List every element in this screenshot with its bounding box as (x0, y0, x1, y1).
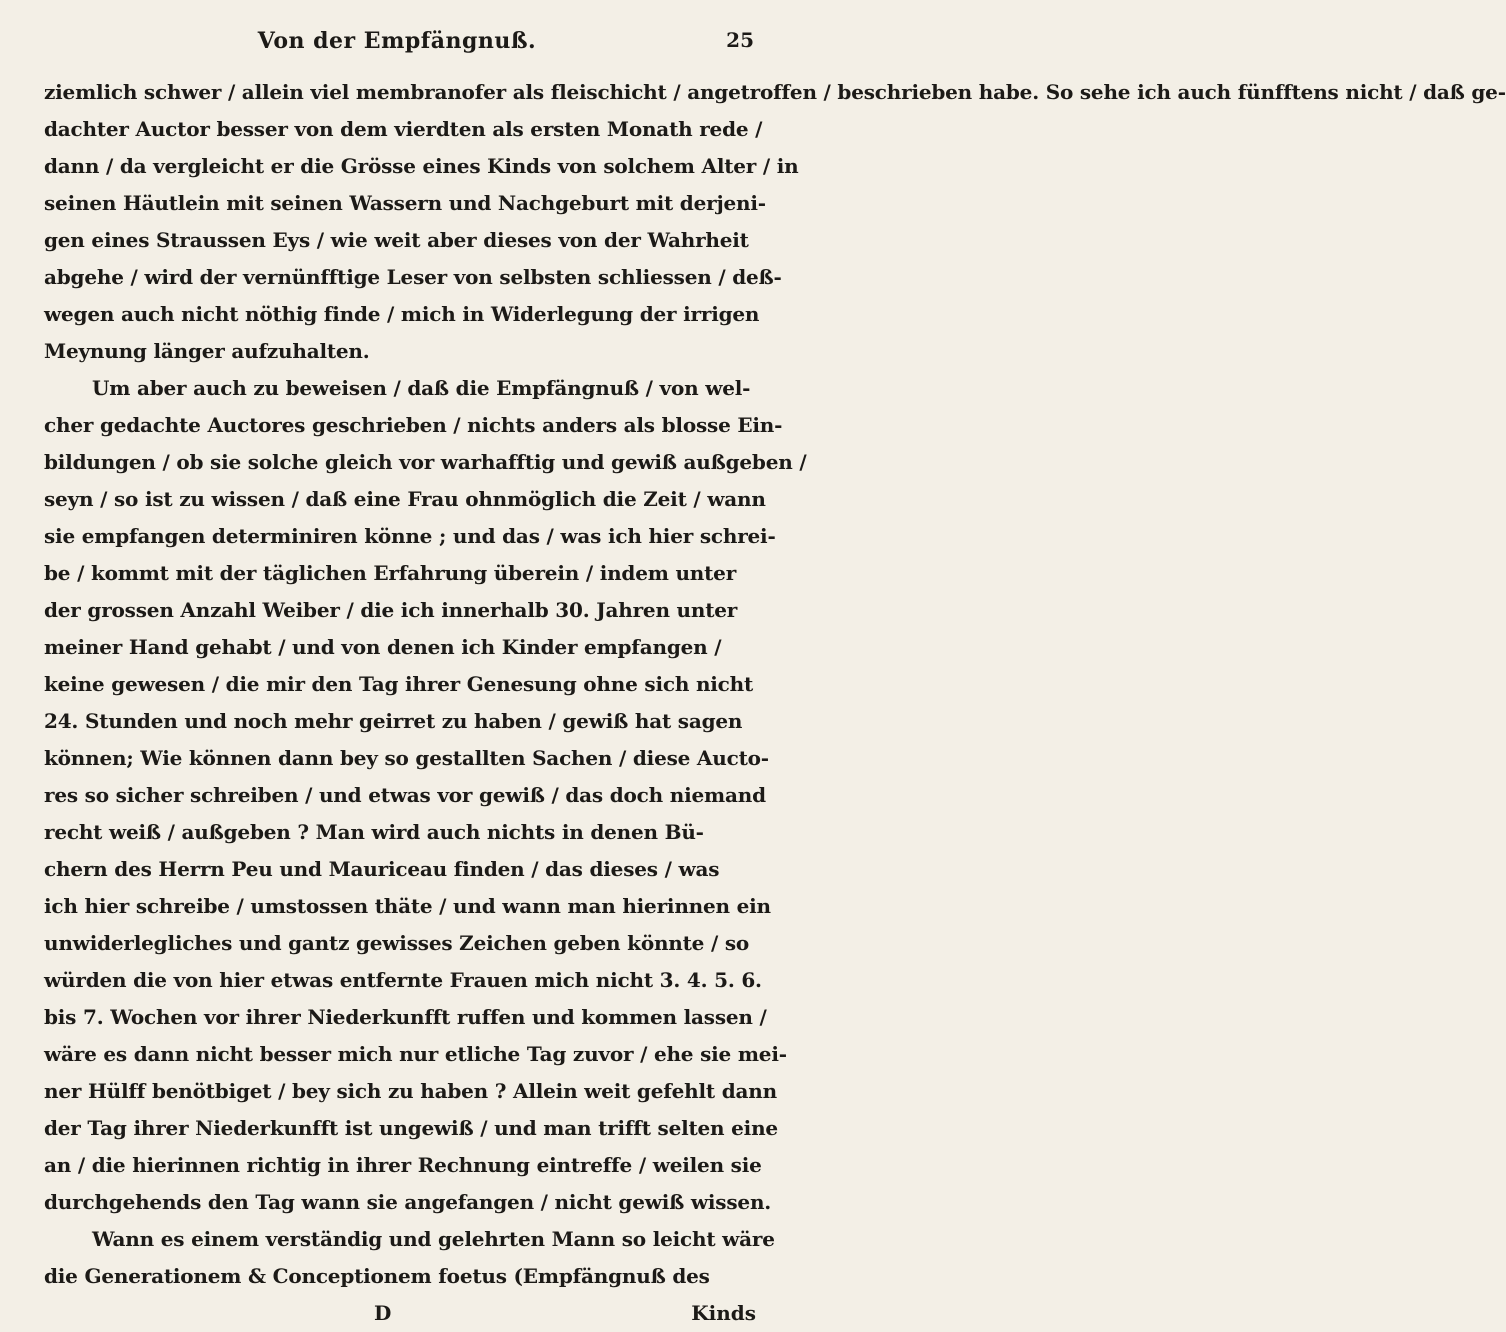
text-line: bis 7. Wochen vor ihrer Niederkunfft ruffen und kommen lassen / (44, 1005, 767, 1029)
page-number: 25 (726, 28, 754, 52)
text-line: unwiderlegliches und gantz gewisses Zeichen geben könnte / so (44, 931, 750, 955)
text-line: keine gewesen / die mir den Tag ihrer Genesung ohne sich nicht (44, 672, 754, 696)
text-line: die Generationem & Conceptionem foetus (Empfängnuß des (44, 1264, 710, 1288)
text-line: an / die hierinnen richtig in ihrer Rechnung eintreffe / weilen sie (44, 1153, 762, 1177)
text-line: gen eines Straussen Eys / wie weit aber dieses von der Wahrheit (44, 228, 749, 252)
text-line: be / kommt mit der täglichen Erfahrung überein / indem unter (44, 561, 737, 585)
catchword: Kinds (691, 1301, 756, 1325)
text-line: können; Wie können dann bey so gestallten Sachen / diese Aucto- (44, 746, 769, 770)
text-line: wegen auch nicht nöthig finde / mich in Widerlegung der irrigen (44, 302, 760, 326)
text-line: durchgehends den Tag wann sie angefangen / nicht gewiß wissen. (44, 1190, 772, 1214)
text-line: 24. Stunden und noch mehr geirret zu haben / gewiß hat sagen (44, 709, 743, 733)
text-line: chern des Herrn Peu und Mauriceau finden / das dieses / was (44, 857, 720, 881)
text-line: dachter Auctor besser von dem vierdten als ersten Monath rede / (44, 117, 763, 141)
text-line: Um aber auch zu beweisen / daß die Empfängnuß / von wel- (92, 376, 751, 400)
text-line: abgehe / wird der vernünfftige Leser von selbsten schliessen / deß- (44, 265, 782, 289)
text-line: seyn / so ist zu wissen / daß eine Frau ohnmöglich die Zeit / wann (44, 487, 766, 511)
text-line: cher gedachte Auctores geschrieben / nichts anders als blosse Ein- (44, 413, 783, 437)
running-head (40, 28, 754, 62)
text-line: der Tag ihrer Niederkunfft ist ungewiß / und man trifft selten eine (44, 1116, 778, 1140)
text-line: bildungen / ob sie solche gleich vor warhafftig und gewiß außgeben / (44, 450, 807, 474)
text-line: Meynung länger aufzuhalten. (44, 339, 370, 363)
text-line: recht weiß / außgeben ? Man wird auch nichts in denen Bü- (44, 820, 704, 844)
signature-mark: D (374, 1301, 392, 1325)
text-line: der grossen Anzahl Weiber / die ich innerhalb 30. Jahren unter (44, 598, 738, 622)
text-line: res so sicher schreiben / und etwas vor gewiß / das doch niemand (44, 783, 766, 807)
text-line: Wann es einem verständig und gelehrten Mann so leicht wäre (92, 1227, 775, 1251)
text-line: sie empfangen determiniren könne ; und das / was ich hier schrei- (44, 524, 776, 548)
text-line: ich hier schreibe / umstossen thäte / und wann man hierinnen ein (44, 894, 771, 918)
text-line: meiner Hand gehabt / und von denen ich Kinder empfangen / (44, 635, 722, 659)
footer-row (44, 1295, 764, 1332)
text-line: würden die von hier etwas entfernte Frauen mich nicht 3. 4. 5. 6. (44, 968, 762, 992)
text-line: wäre es dann nicht besser mich nur etliche Tag zuvor / ehe sie mei- (44, 1042, 787, 1066)
text-line: ner Hülff benötbiget / bey sich zu haben ? Allein weit gefehlt dann (44, 1079, 777, 1103)
text-line: dann / da vergleicht er die Grösse eines Kinds von solchem Alter / in (44, 154, 799, 178)
body-text (44, 74, 1506, 1332)
running-title: Von der Empfängnuß. (257, 28, 537, 54)
text-line: seinen Häutlein mit seinen Wassern und Nachgeburt mit derjeni- (44, 191, 766, 215)
text-line: ziemlich schwer / allein viel membranofer als fleischicht / angetroffen / beschrieben habe. So sehe ich auch fünfftens nicht / daß ge- (44, 80, 1506, 104)
